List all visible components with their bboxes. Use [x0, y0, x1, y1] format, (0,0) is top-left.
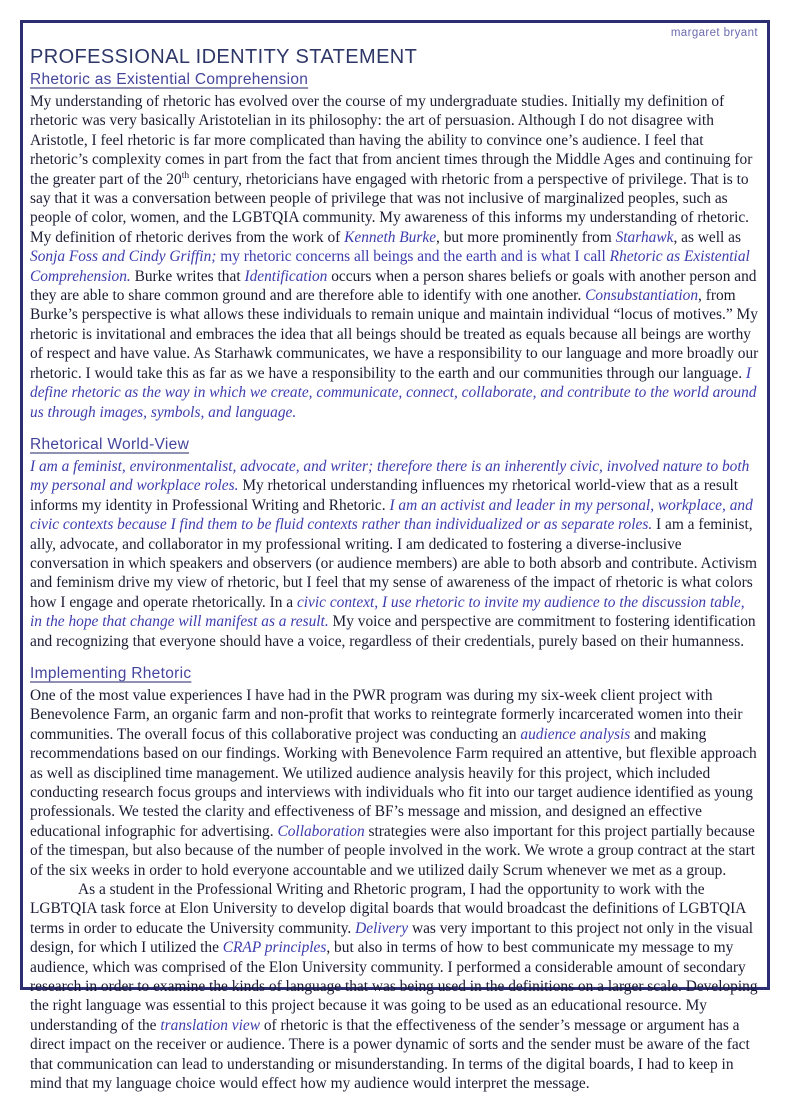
text-run: My voice and perspective are commitment to fostering identification and recognizing that everyone should have a voice, regardless of their credentials, purely based on their humanness. [30, 613, 756, 650]
emphasis-run: civic context, I use rhetoric to invite my audience to the discussion table, in the hope that change will manifest as a result. [30, 593, 745, 631]
page-title: PROFESSIONAL IDENTITY STATEMENT [30, 46, 418, 68]
paragraph [30, 92, 760, 422]
emphasis-run: Identification [244, 267, 328, 285]
document-header [30, 27, 760, 69]
text-run: occurs when a person shares beliefs or goals with another person and they are able to share common ground and are therefore able to identify with one another. [30, 267, 757, 305]
text-run: , but more prominently from [436, 228, 616, 246]
emphasis-run: I define rhetoric as the way in which we create, communicate, connect, collaborate, and contribute to the world around us through images, symbols, and language. [30, 364, 757, 421]
document-sections [30, 71, 760, 1094]
document-section [30, 665, 760, 1094]
text-run: , but also in terms of how to best communicate my message to my audience, which was comprised of the Elon University community. I performed a considerable amount of secondary research in order to examine the kinds of language that was being used in the definitions on a larger scale. Developing the right language was essential to this project because it was going to be used as an educational resource. My understanding of the [30, 939, 758, 1034]
section-heading: Rhetoric as Existential Comprehension [30, 71, 309, 88]
section-heading: Implementing Rhetoric [30, 664, 192, 682]
document-section [30, 71, 760, 422]
text-run: My rhetorical understanding influences my rhetorical world-view that as a result informs my identity in Professional Writing and Rhetoric. [30, 477, 739, 514]
text-run: My understanding of rhetoric has evolved over the course of my undergraduate studies. Initially my definition of rhetoric was very basically Aristotelian in its philosophy: the art of persuasion. Although I do not disagree with Aristotle, I feel rhetoric is far more complicated than having the ability to convince one’s audience. I feel that rhetoric’s complexity comes in part from the fact that from ancient times through the Middle Ages and continuing for the greater part of the 20 [30, 93, 753, 188]
document-page [20, 20, 770, 1093]
emphasis-run: CRAP principles [222, 939, 327, 957]
emphasis-run: audience analysis [520, 725, 631, 743]
emphasis-run: Rhetoric as Existential Comprehension. [30, 248, 750, 285]
text-run: I am a feminist, ally, advocate, and collaborator in my professional writing. I am dedicated to fostering a diverse-inclusive conversation in which speakers and observers (or audience members) are able to both absorb and contribute. Activism and feminism drive my view of rhetoric, but I feel that my sense of awareness of the impact of rhetoric is what colors how I engage and operate rhetorically. In a [30, 516, 757, 611]
text-run: , from Burke’s perspective is what allows these individuals to remain unique and maintain individual “locus of motives.” My rhetoric is invitational and embraces the idea that all beings should be treated as equals because all beings are worthy of respect and have value. As Starhawk communicates, we have a responsibility to our language and more broadly our rhetoric. I would take this as far as we have a responsibility to the earth and our communities through our language. [30, 287, 759, 382]
paragraph [30, 457, 760, 651]
text-run: , as well as [673, 228, 741, 246]
emphasis-run: Kenneth Burke [344, 228, 437, 246]
text-run: As a student in the Professional Writing and Rhetoric program, I had the opportunity to work with the LGBTQIA task force at Elon University to develop digital boards that would broadcast the definitions of LGBTQIA terms in order to educate the University community. [30, 881, 746, 937]
section-heading: Rhetorical World-View [30, 435, 190, 453]
paragraph [30, 880, 760, 1093]
emphasis-run: translation view [160, 1016, 260, 1034]
emphasis-run: Delivery [355, 919, 409, 937]
emphasis-run: Consubstantiation [585, 287, 699, 305]
emphasis-run: Collaboration [277, 822, 365, 840]
text-run: century, rhetoricians have engaged with rhetoric from a perspective of privilege. That is to say that it was a conversation between people of privilege that was not inclusive of marginalized peoples, such as people of color, women, and the LGBTQIA community. My awareness of this informs my understanding of rhetoric. My definition of rhetoric derives from the work of [30, 170, 750, 246]
emphasis-run: my rhetoric concerns all beings and the earth and is what I call [216, 248, 610, 266]
text-run: of rhetoric is that the effectiveness of the sender’s message or argument has a direct impact on the receiver or audience. There is a power dynamic of sorts and the sender must be aware of the fact that communication can lead to understanding or misunderstanding. In terms of the digital boards, I had to keep in mind that my language choice would effect how my audience would interpret the message. [30, 1016, 750, 1093]
document-section [30, 436, 760, 651]
text-run: strategies were also important for this project partially because of the timespan, but also because of the number of people involved in the work. We wrote a group contract at the start of the six weeks in order to hold everyone accountable and we utilized daily Scrum whenever we met as a group. [30, 822, 756, 879]
paragraph [30, 686, 760, 880]
superscript-run: th [181, 169, 190, 181]
text-run: and making recommendations based on our findings. Working with Benevolence Farm required an attentive, but flexible approach as well as disciplined time management. We utilized audience analysis heavily for this project, which included conducting research focus groups and interviews with individuals who fit into our target audience identified as young professionals. We tested the clarity and effectiveness of BF’s message and mission, and designed an effective educational infographic for advertising. [30, 725, 757, 840]
author-name: margaret bryant [670, 27, 758, 39]
emphasis-run: Starhawk [615, 228, 674, 246]
emphasis-run: I am a feminist, environmentalist, advocate, and writer; therefore there is an inherently civic, involved nature to both my personal and workplace roles. [30, 457, 750, 495]
text-run: was very important to this project not only in the visual design, for which I utilized the [30, 919, 754, 957]
emphasis-run: Sonja Foss and Cindy Griffin; [30, 248, 217, 266]
text-run: One of the most value experiences I have had in the PWR program was during my six-week client project with Benevolence Farm, an organic farm and non-profit that works to reintegrate formerly incarcerated women into their communities. The overall focus of this collaborative project was conducting an [30, 686, 743, 743]
text-run: Burke writes that [130, 267, 245, 285]
emphasis-run: I am an activist and leader in my personal, workplace, and civic contexts because I find them to be fluid contexts rather than individualized or as separate roles. [30, 496, 753, 534]
